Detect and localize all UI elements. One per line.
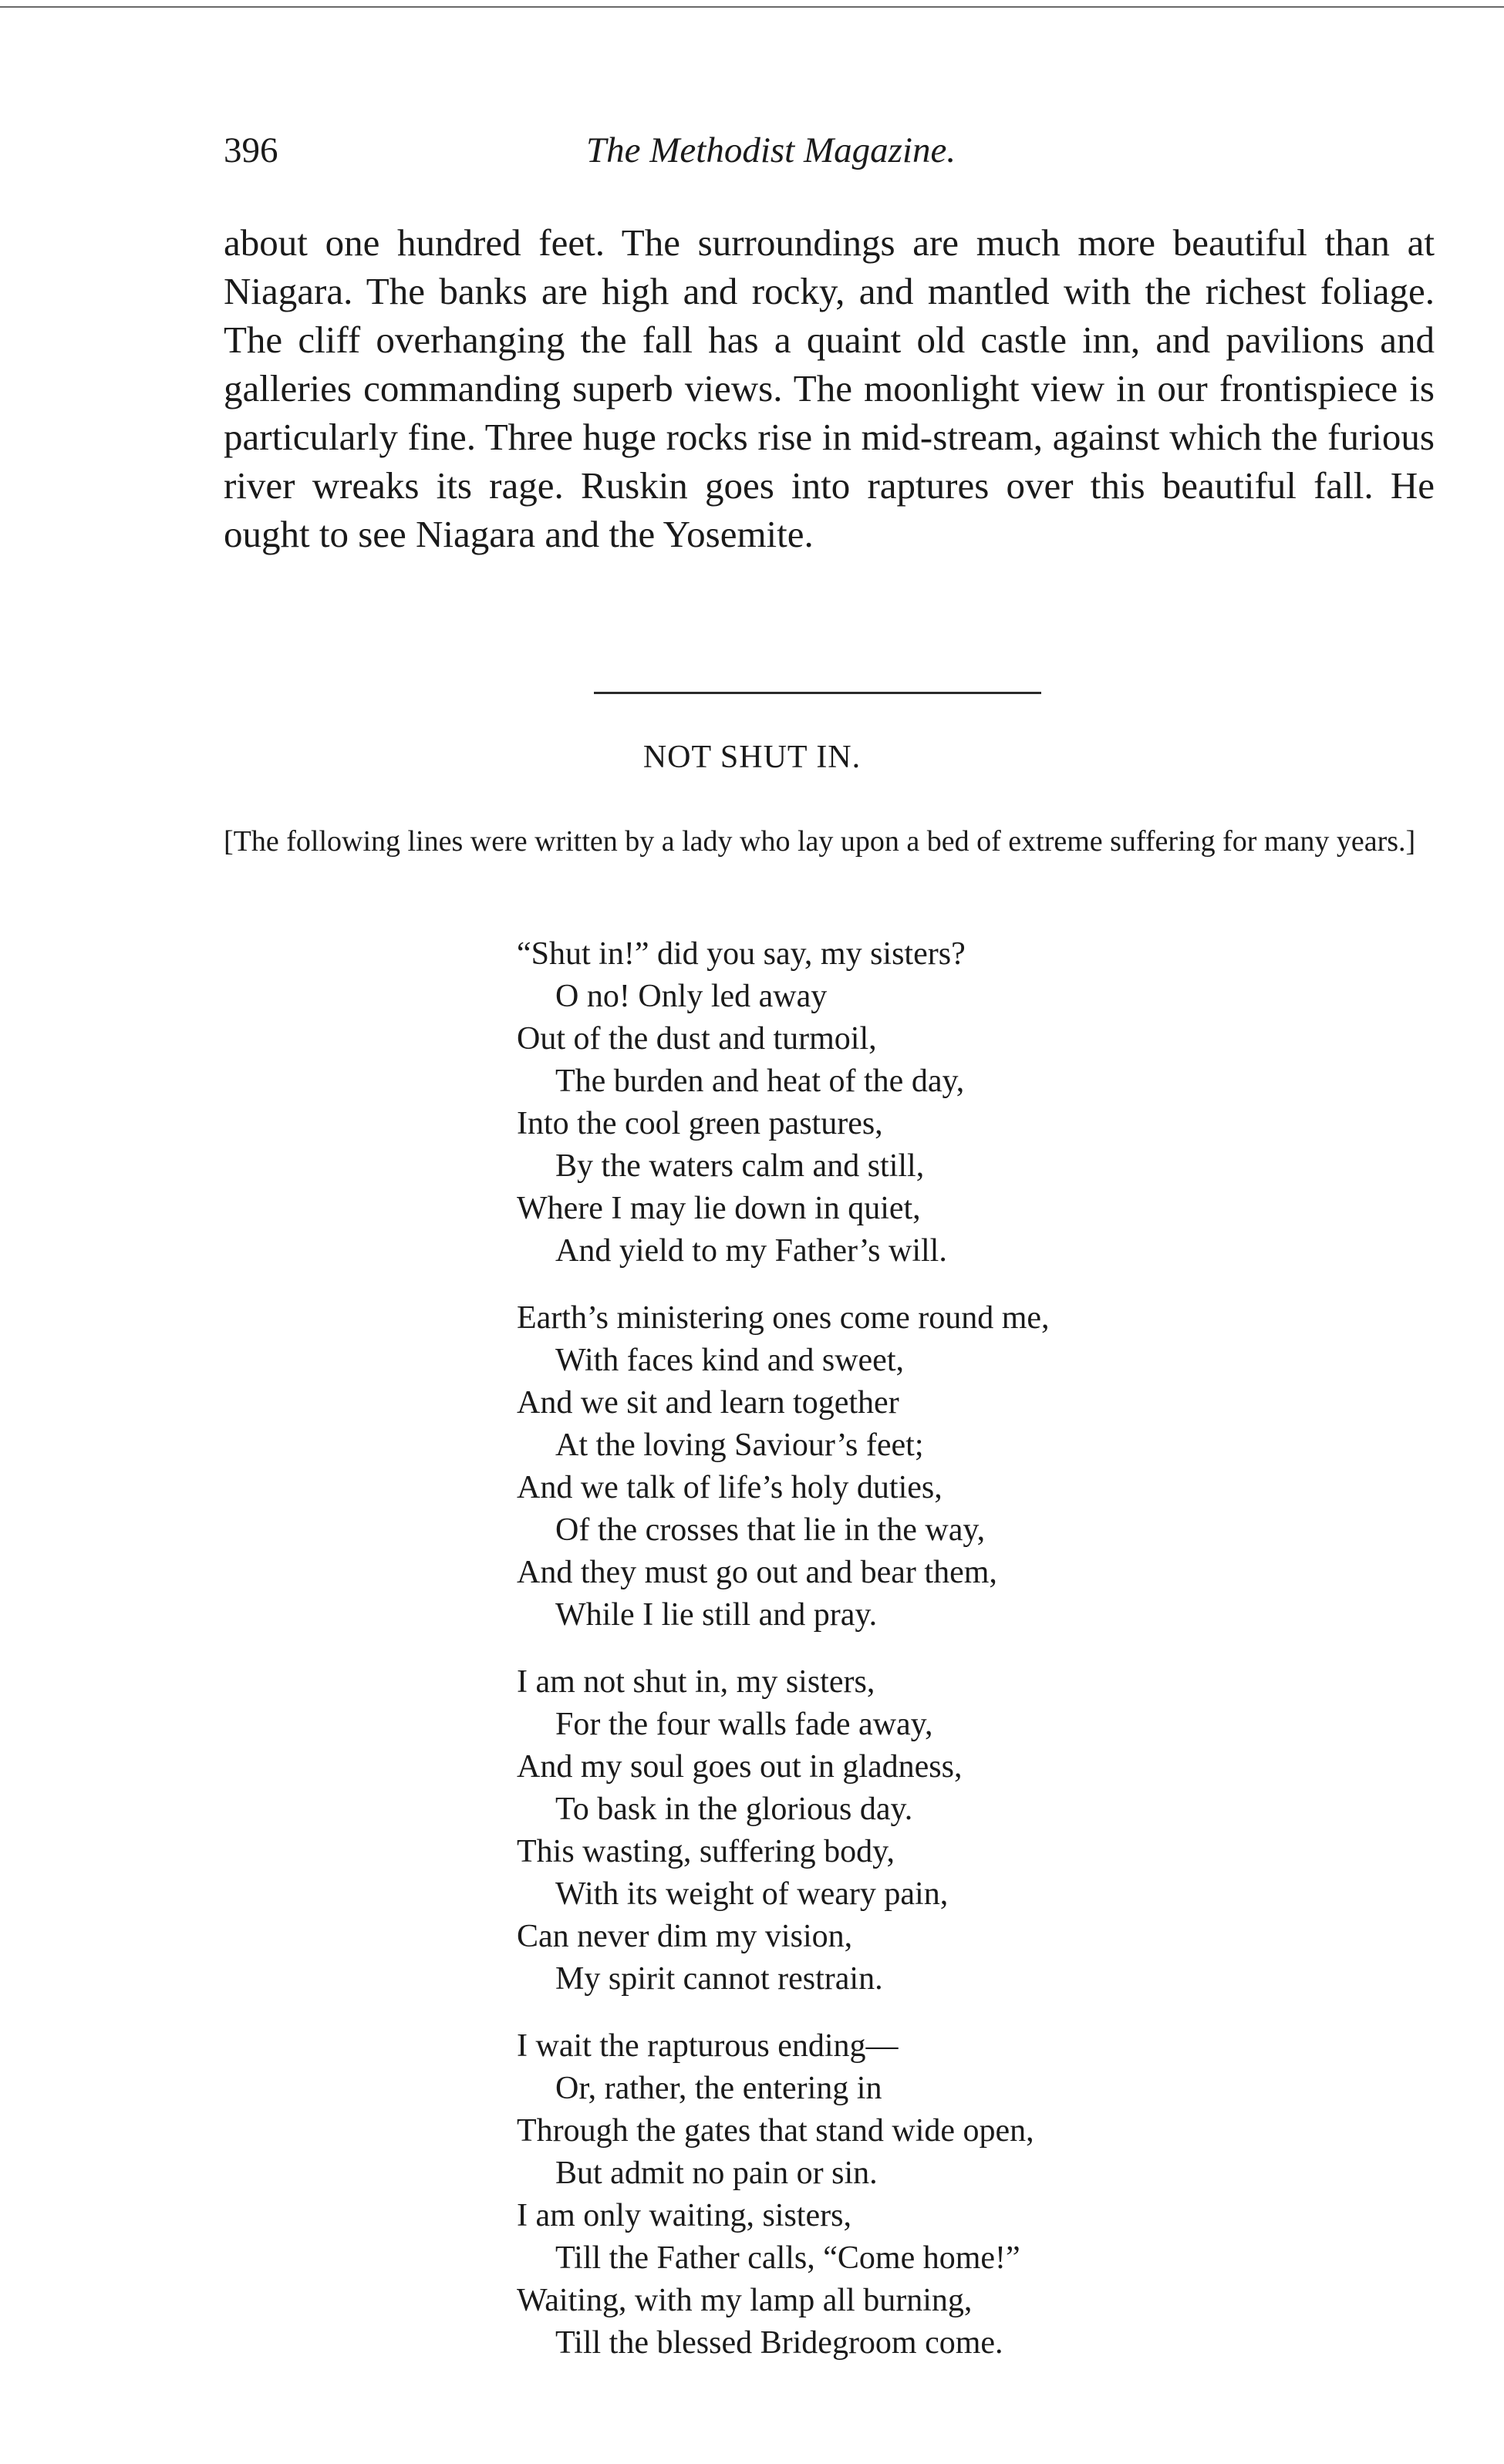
poem-line: But admit no pain or sin. bbox=[555, 2156, 878, 2191]
page-edge-rule bbox=[0, 6, 1504, 8]
page-number: 396 bbox=[224, 130, 278, 170]
poem-line: Can never dim my vision, bbox=[517, 1919, 853, 1954]
poem-line: And we sit and learn together bbox=[517, 1385, 899, 1421]
intro-paragraph: about one hundred feet. The surroundings are much more beautiful than at Niagara. The banks are high and rocky, and mantled with the richest foliage. The cliff overhanging the fall has a quaint old castle inn, and pavilions and galleries commanding superb views. The moonlight view in our frontispiece is particularly fine. Three huge rocks rise in mid-stream, against which the furious river wreaks its rage. Ruskin goes into raptures over this beautiful fall. He ought to see Niagara and the Yosemite. bbox=[224, 221, 1435, 555]
poem-line: At the loving Saviour’s feet; bbox=[555, 1428, 924, 1463]
poem-line: And they must go out and bear them, bbox=[517, 1555, 997, 1590]
poem-line: I wait the rapturous ending— bbox=[517, 2028, 899, 2064]
running-title: The Methodist Magazine. bbox=[586, 130, 956, 170]
stanza-3 bbox=[517, 1661, 1404, 2001]
poem-line: And yield to my Father’s will. bbox=[555, 1233, 947, 1269]
poem-title: NOT SHUT IN. bbox=[642, 740, 862, 775]
stanza-1 bbox=[517, 933, 1404, 1272]
poem-line: Of the crosses that lie in the way, bbox=[555, 1512, 986, 1548]
poem-line: The burden and heat of the day, bbox=[555, 1063, 965, 1099]
running-header bbox=[224, 130, 1442, 176]
poem-line: To bask in the glorious day. bbox=[555, 1792, 913, 1827]
poem-line: For the four walls fade away, bbox=[555, 1707, 933, 1742]
poem-line: Till the Father calls, “Come home!” bbox=[555, 2240, 1020, 2276]
poem-line: While I lie still and pray. bbox=[555, 1597, 878, 1633]
poem-line: Earth’s ministering ones come round me, bbox=[517, 1300, 1050, 1336]
stanza-4 bbox=[517, 2025, 1404, 2365]
poem-line: Where I may lie down in quiet, bbox=[517, 1191, 921, 1226]
poem-line: This wasting, suffering body, bbox=[517, 1834, 895, 1869]
stanza-2 bbox=[517, 1297, 1404, 1636]
poem-line: Or, rather, the entering in bbox=[555, 2071, 882, 2106]
section-divider bbox=[594, 692, 1041, 694]
poem-line: And we talk of life’s holy duties, bbox=[517, 1470, 943, 1505]
poem-line: My spirit cannot restrain. bbox=[555, 1961, 883, 1997]
poem-line: By the waters calm and still, bbox=[555, 1148, 925, 1184]
poem-line: I am not shut in, my sisters, bbox=[517, 1664, 875, 1700]
poem-line: I am only waiting, sisters, bbox=[517, 2198, 851, 2233]
poem-line: Out of the dust and turmoil, bbox=[517, 1021, 877, 1057]
poem-line: Waiting, with my lamp all burning, bbox=[517, 2283, 973, 2318]
poem-line: O no! Only led away bbox=[555, 979, 828, 1014]
poem-line: And my soul goes out in gladness, bbox=[517, 1749, 963, 1785]
poem-note: [The following lines were written by a lady who lay upon a bed of extreme suffering for many years.] bbox=[224, 825, 1416, 858]
poem-line: Into the cool green pastures, bbox=[517, 1106, 883, 1141]
poem-line: Through the gates that stand wide open, bbox=[517, 2113, 1034, 2149]
poem-body bbox=[517, 933, 1404, 2389]
poem-line: With its weight of weary pain, bbox=[555, 1876, 949, 1912]
poem-line: “Shut in!” did you say, my sisters? bbox=[517, 936, 966, 972]
poem-line: Till the blessed Bridegroom come. bbox=[555, 2325, 1003, 2361]
poem-line: With faces kind and sweet, bbox=[555, 1343, 904, 1378]
